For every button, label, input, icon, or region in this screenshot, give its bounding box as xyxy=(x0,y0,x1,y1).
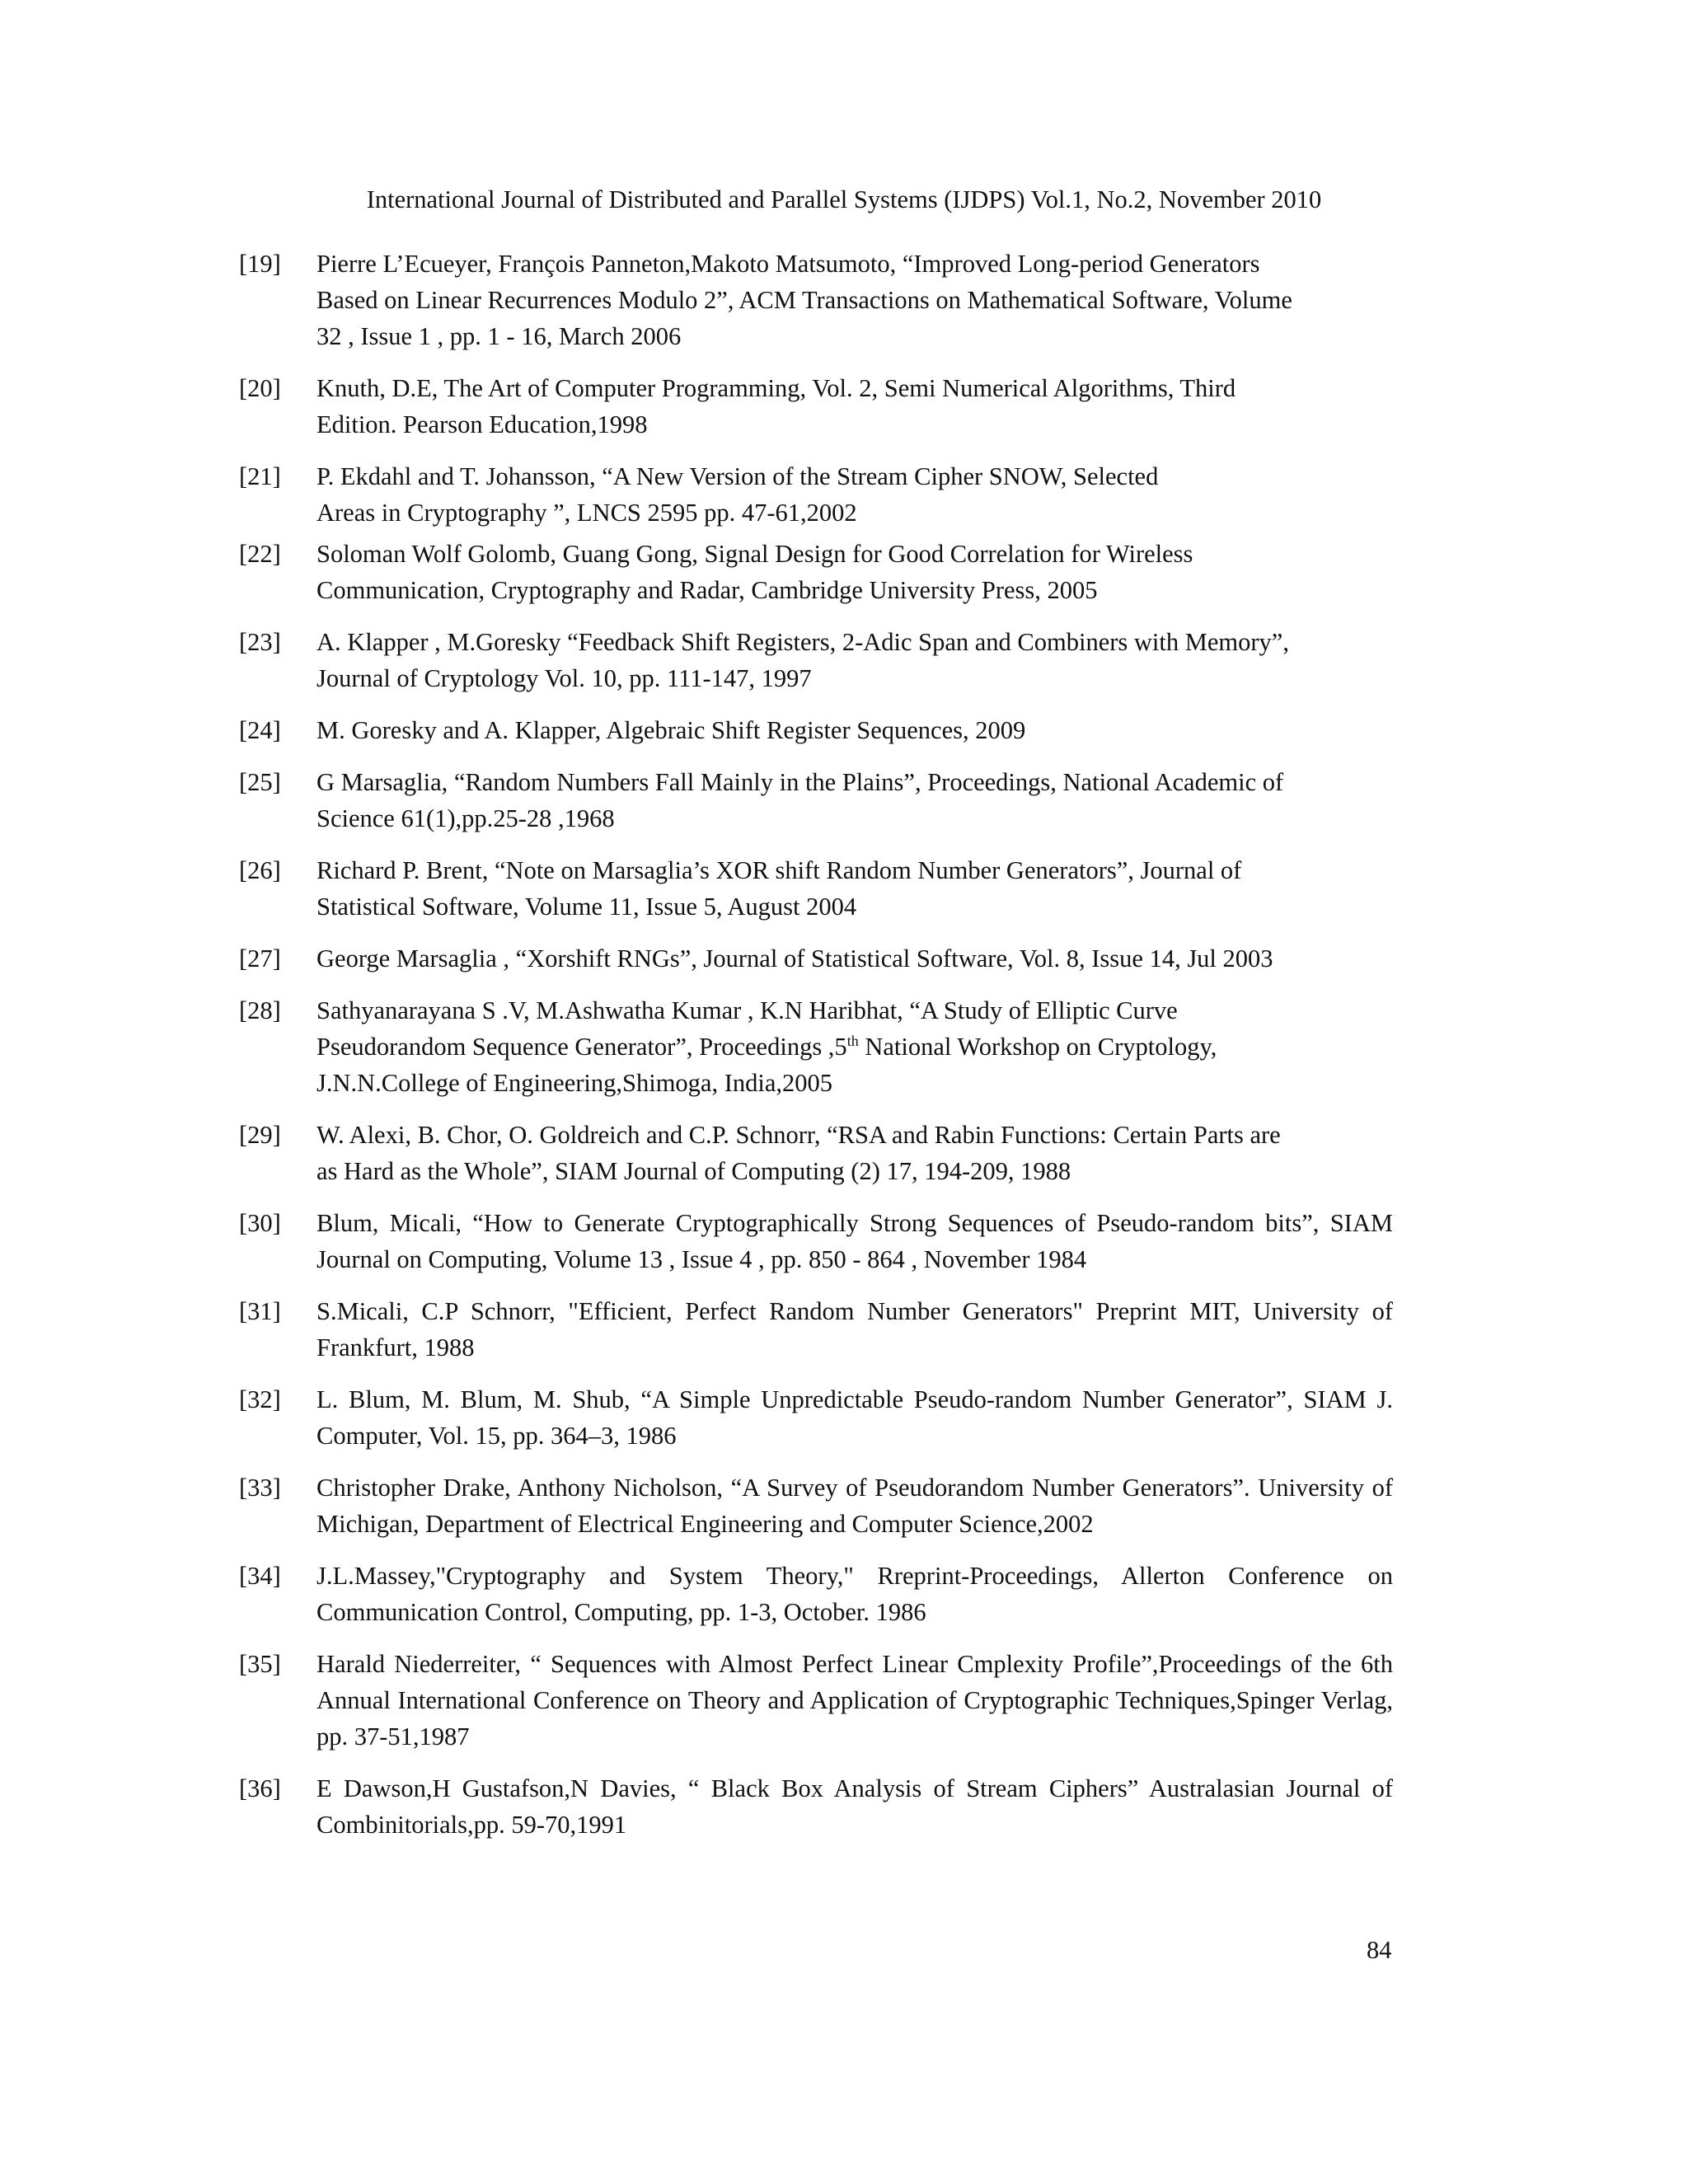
reference-number: [26] xyxy=(239,856,281,884)
reference-line: Statistical Software, Volume 11, Issue 5, August 2004 xyxy=(316,893,857,921)
reference-line: Knuth, D.E, The Art of Computer Programming, Vol. 2, Semi Numerical Algorithms, Third xyxy=(316,374,1236,402)
reference-text: J.L.Massey,"Cryptography and System Theory," Rreprint-Proceedings, Allerton Conference on Communication Control, Computing, pp. 1-3, October. 1986 xyxy=(316,1562,1393,1626)
reference-line: Areas in Cryptography ”, LNCS 2595 pp. 47-61,2002 xyxy=(316,499,857,527)
reference-text: L. Blum, M. Blum, M. Shub, “A Simple Unpredictable Pseudo-random Number Generator”, SIAM J. Computer, Vol. 15, pp. 364–3, 1986 xyxy=(316,1385,1393,1450)
reference-number: [29] xyxy=(239,1121,281,1149)
reference-item xyxy=(239,1558,1393,1630)
reference-text xyxy=(316,852,1393,925)
reference-line: Edition. Pearson Education,1998 xyxy=(316,410,648,438)
reference-line: Sathyanarayana S .V, M.Ashwatha Kumar , K.N Haribhat, “A Study of Elliptic Curve xyxy=(316,996,1178,1024)
reference-line: as Hard as the Whole”, SIAM Journal of Computing (2) 17, 194-209, 1988 xyxy=(316,1157,1071,1185)
reference-line: Based on Linear Recurrences Modulo 2”, ACM Transactions on Mathematical Software, Volume xyxy=(316,286,1292,314)
running-header: International Journal of Distributed and Parallel Systems (IJDPS) Vol.1, No.2, November 2010 xyxy=(366,185,1322,213)
reference-text: Blum, Micali, “How to Generate Cryptographically Strong Sequences of Pseudo-random bits”, SIAM Journal on Computing, Volume 13 , Issue 4 , pp. 850 - 864 , November 1984 xyxy=(316,1209,1393,1273)
page-number: 84 xyxy=(1367,1936,1392,1964)
reference-line: M. Goresky and A. Klapper, Algebraic Shift Register Sequences, 2009 xyxy=(316,716,1026,744)
reference-text xyxy=(316,458,1393,531)
reference-list xyxy=(239,246,1393,1858)
reference-line: Communication, Cryptography and Radar, Cambridge University Press, 2005 xyxy=(316,576,1098,604)
reference-line: 32 , Issue 1 , pp. 1 - 16, March 2006 xyxy=(316,322,682,350)
reference-line-head: Pseudorandom Sequence Generator”, Proceedings ,5 xyxy=(316,1033,847,1061)
reference-text xyxy=(316,624,1393,696)
reference-item xyxy=(239,370,1393,443)
reference-item xyxy=(239,1646,1393,1755)
reference-line: P. Ekdahl and T. Johansson, “A New Version of the Stream Cipher SNOW, Selected xyxy=(316,462,1159,490)
reference-line: Science 61(1),pp.25-28 ,1968 xyxy=(316,804,615,832)
reference-text xyxy=(316,992,1393,1101)
reference-text xyxy=(316,536,1393,608)
reference-number: [32] xyxy=(239,1385,281,1413)
reference-text xyxy=(316,764,1393,837)
reference-text xyxy=(316,246,1393,354)
reference-number: [35] xyxy=(239,1650,281,1678)
reference-item xyxy=(239,852,1393,925)
reference-text xyxy=(316,712,1393,748)
reference-number: [24] xyxy=(239,716,281,744)
reference-number: [28] xyxy=(239,996,281,1024)
reference-line xyxy=(316,1029,1393,1065)
reference-line: Pierre L’Ecueyer, François Panneton,Makoto Matsumoto, “Improved Long-period Generators xyxy=(316,250,1260,278)
reference-text: S.Micali, C.P Schnorr, "Efficient, Perfect Random Number Generators" Preprint MIT, University of Frankfurt, 1988 xyxy=(316,1297,1393,1361)
reference-number: [31] xyxy=(239,1297,281,1325)
reference-number: [27] xyxy=(239,944,281,972)
reference-number: [36] xyxy=(239,1774,281,1802)
reference-number: [23] xyxy=(239,628,281,656)
reference-number: [21] xyxy=(239,462,281,490)
reference-item xyxy=(239,1117,1393,1189)
reference-item xyxy=(239,458,1393,531)
reference-item xyxy=(239,1469,1393,1542)
reference-item xyxy=(239,246,1393,354)
reference-text: Christopher Drake, Anthony Nicholson, “A Survey of Pseudorandom Number Generators”. University of Michigan, Department of Electrical Engineering and Computer Science,2002 xyxy=(316,1474,1393,1538)
reference-item xyxy=(239,624,1393,696)
reference-item xyxy=(239,992,1393,1101)
reference-line: Journal of Cryptology Vol. 10, pp. 111-147, 1997 xyxy=(316,664,812,692)
reference-number: [20] xyxy=(239,374,281,402)
reference-text: E Dawson,H Gustafson,N Davies, “ Black Box Analysis of Stream Ciphers” Australasian Journal of Combinitorials,pp. 59-70,1991 xyxy=(316,1774,1393,1839)
reference-text: Harald Niederreiter, “ Sequences with Almost Perfect Linear Cmplexity Profile”,Proceedings of the 6th Annual International Conference on Theory and Application of Cryptographic Techniques,Spinger Verlag, pp. 37-51,1987 xyxy=(316,1650,1393,1750)
reference-line: Richard P. Brent, “Note on Marsaglia’s XOR shift Random Number Generators”, Journal of xyxy=(316,856,1242,884)
reference-line: A. Klapper , M.Goresky “Feedback Shift Registers, 2-Adic Span and Combiners with Memory”, xyxy=(316,628,1289,656)
reference-number: [33] xyxy=(239,1474,281,1502)
reference-number: [34] xyxy=(239,1562,281,1590)
reference-line: W. Alexi, B. Chor, O. Goldreich and C.P. Schnorr, “RSA and Rabin Functions: Certain Parts are xyxy=(316,1121,1281,1149)
reference-line: J.N.N.College of Engineering,Shimoga, India,2005 xyxy=(316,1069,832,1097)
ordinal-superscript: th xyxy=(846,1032,859,1049)
reference-item xyxy=(239,1293,1393,1366)
reference-line: Soloman Wolf Golomb, Guang Gong, Signal Design for Good Correlation for Wireless xyxy=(316,540,1193,568)
reference-item xyxy=(239,1381,1393,1454)
reference-line: G Marsaglia, “Random Numbers Fall Mainly in the Plains”, Proceedings, National Academic of xyxy=(316,768,1284,796)
reference-text xyxy=(316,370,1393,443)
reference-number: [22] xyxy=(239,540,281,568)
reference-item xyxy=(239,536,1393,608)
reference-number: [19] xyxy=(239,250,281,278)
reference-number: [25] xyxy=(239,768,281,796)
reference-item xyxy=(239,940,1393,977)
reference-item xyxy=(239,1205,1393,1277)
reference-item xyxy=(239,712,1393,748)
reference-line: George Marsaglia , “Xorshift RNGs”, Journal of Statistical Software, Vol. 8, Issue 14, Jul 2003 xyxy=(316,944,1273,972)
reference-item xyxy=(239,1770,1393,1843)
reference-item xyxy=(239,764,1393,837)
reference-line-tail: National Workshop on Cryptology, xyxy=(858,1033,1217,1061)
reference-number: [30] xyxy=(239,1209,281,1237)
reference-text xyxy=(316,940,1393,977)
reference-text xyxy=(316,1117,1393,1189)
